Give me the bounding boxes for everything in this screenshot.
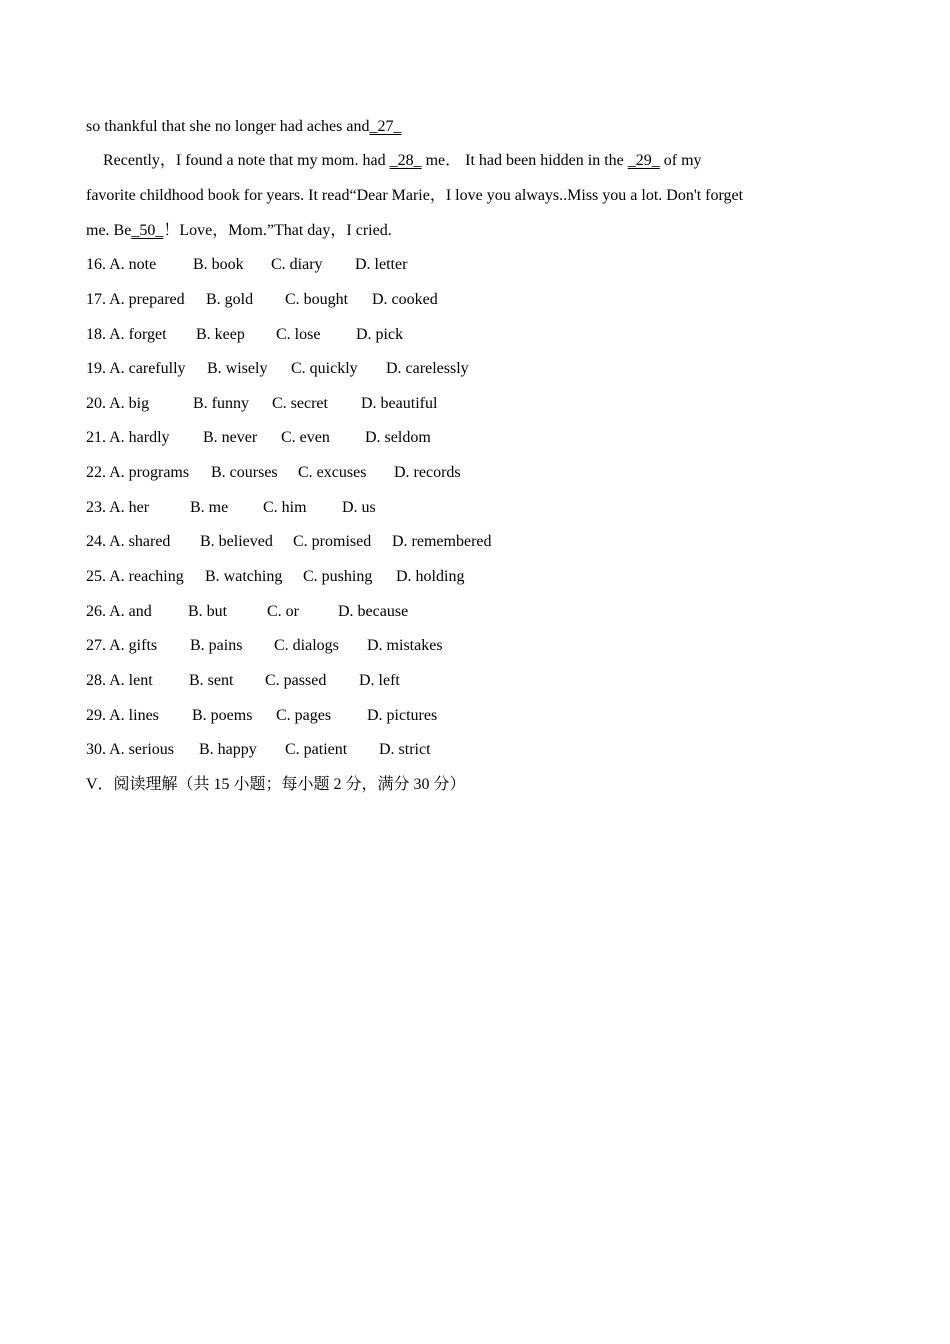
question-option-d: D. because xyxy=(338,603,409,620)
question-option-c: C. passed xyxy=(265,672,327,689)
section-heading: V．阅读理解（共 15 小题；每小题 2 分，满分 30 分） xyxy=(86,776,466,793)
question-option-b: B. book xyxy=(193,256,244,273)
question-option-d: D. cooked xyxy=(372,291,438,308)
question-option-b: B. but xyxy=(188,603,228,620)
question-option-a: 19. A. carefully xyxy=(86,360,186,377)
question-option-b: B. funny xyxy=(193,395,249,412)
question-option-c: C. diary xyxy=(271,256,323,273)
question-option-a: 22. A. programs xyxy=(86,464,190,481)
question-option-a: 28. A. lent xyxy=(86,672,153,689)
question-option-d: D. beautiful xyxy=(361,395,438,412)
question-option-d: D. remembered xyxy=(392,533,492,550)
question-option-c: C. him xyxy=(263,499,307,516)
question-option-a: 21. A. hardly xyxy=(86,429,170,446)
passage-text: me. Be xyxy=(86,222,132,239)
question-option-a: 24. A. shared xyxy=(86,533,171,550)
question-option-b: B. gold xyxy=(206,291,254,308)
question-option-a: 30. A. serious xyxy=(86,741,174,758)
question-option-b: B. never xyxy=(203,429,258,446)
question-option-a: 18. A. forget xyxy=(86,326,167,343)
question-option-b: B. happy xyxy=(199,741,257,758)
question-option-d: D. holding xyxy=(396,568,465,585)
question-option-d: D. carelessly xyxy=(386,360,469,377)
passage-text: me． It had been hidden in the xyxy=(421,152,628,169)
passage-text: Recently，I found a note that my mom. had xyxy=(103,152,390,169)
passage-line-2 xyxy=(103,151,702,171)
question-option-c: C. or xyxy=(267,603,299,620)
question-option-d: D. pictures xyxy=(367,707,438,724)
question-option-b: B. courses xyxy=(211,464,278,481)
question-option-d: D. letter xyxy=(355,256,408,273)
passage-text: ！Love，Mom.”That day，I cried. xyxy=(163,222,392,239)
question-option-d: D. left xyxy=(359,672,400,689)
passage-text: so thankful that she no longer had aches and xyxy=(86,118,370,135)
question-option-a: 25. A. reaching xyxy=(86,568,184,585)
blank-28: _28_ xyxy=(389,152,422,169)
question-option-b: B. poems xyxy=(192,707,253,724)
question-option-a: 20. A. big xyxy=(86,395,150,412)
question-option-c: C. secret xyxy=(272,395,328,412)
question-option-d: D. strict xyxy=(379,741,431,758)
question-option-b: B. keep xyxy=(196,326,245,343)
question-option-d: D. us xyxy=(342,499,376,516)
passage-line-3: favorite childhood book for years. It read“Dear Marie，I love you always..Miss you a lot. Don't forget xyxy=(86,187,744,204)
question-option-c: C. pushing xyxy=(303,568,373,585)
question-option-a: 26. A. and xyxy=(86,603,152,620)
question-option-d: D. pick xyxy=(356,326,404,343)
question-option-c: C. pages xyxy=(276,707,332,724)
blank-29: _29_ xyxy=(627,152,660,169)
question-option-a: 16. A. note xyxy=(86,256,157,273)
question-option-b: B. watching xyxy=(205,568,283,585)
question-option-a: 27. A. gifts xyxy=(86,637,158,654)
question-option-c: C. promised xyxy=(293,533,372,550)
passage-text: of my xyxy=(659,152,702,169)
question-option-b: B. sent xyxy=(189,672,234,689)
question-option-b: B. pains xyxy=(190,637,243,654)
blank-27: _27_ xyxy=(369,118,402,135)
question-option-b: B. wisely xyxy=(207,360,268,377)
passage-line-1 xyxy=(86,117,401,137)
question-option-b: B. me xyxy=(190,499,229,516)
question-option-c: C. dialogs xyxy=(274,637,339,654)
question-option-d: D. records xyxy=(394,464,461,481)
question-option-c: C. lose xyxy=(276,326,321,343)
passage-line-4 xyxy=(86,221,392,241)
blank-50: _50_ xyxy=(131,222,164,239)
question-option-a: 29. A. lines xyxy=(86,707,159,724)
question-option-c: C. even xyxy=(281,429,330,446)
question-option-c: C. bought xyxy=(285,291,349,308)
question-option-d: D. mistakes xyxy=(367,637,443,654)
question-option-b: B. believed xyxy=(200,533,273,550)
question-option-c: C. quickly xyxy=(291,360,358,377)
question-option-a: 23. A. her xyxy=(86,499,150,516)
question-option-c: C. patient xyxy=(285,741,348,758)
question-option-c: C. excuses xyxy=(298,464,367,481)
question-option-d: D. seldom xyxy=(365,429,431,446)
question-option-a: 17. A. prepared xyxy=(86,291,185,308)
